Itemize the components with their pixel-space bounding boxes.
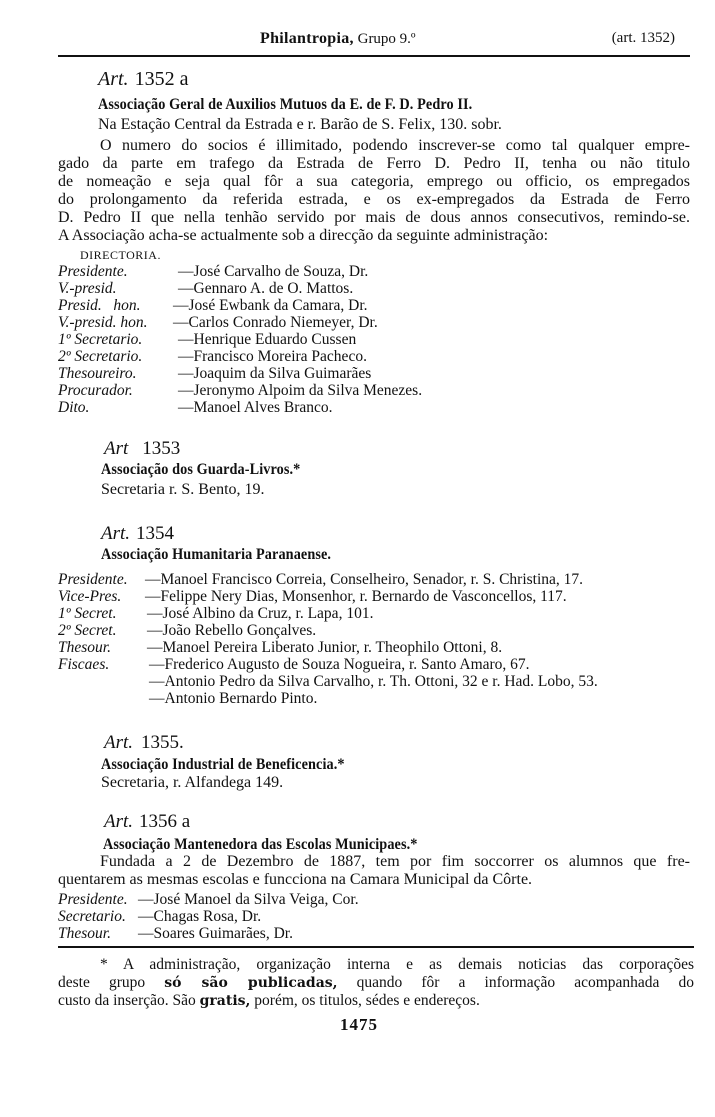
officer-name: —Antonio Bernardo Pinto. — [149, 690, 318, 707]
officer-role: 1º Secret. — [58, 605, 117, 622]
art-number: 1354 — [136, 523, 175, 544]
article-1352-title — [98, 68, 188, 91]
officer-role: Dito. — [58, 399, 90, 416]
article-1353-address: Secretaria r. S. Bento, 19. — [101, 481, 265, 498]
officer-role: Thesour. — [58, 925, 111, 942]
officer-name: —Joaquim da Silva Guimarães — [178, 365, 372, 382]
officer-name: —Manoel Alves Branco. — [178, 399, 333, 416]
article-1355-heading: Associação Industrial de Beneficencia.* — [101, 756, 345, 773]
officer-role: 2º Secret. — [58, 622, 117, 639]
art-number: 1356 a — [139, 811, 191, 832]
board-title: DIRECTORIA. — [80, 248, 161, 262]
officer-name: —Carlos Conrado Niemeyer, Dr. — [173, 314, 378, 331]
art-label: Art. — [104, 732, 134, 753]
article-1355-title — [104, 732, 184, 754]
footnote — [58, 956, 694, 1010]
officer-name: —Soares Guimarães, Dr. — [138, 925, 293, 942]
header-title: Philantropia, — [260, 30, 354, 47]
paragraph-line: quentarem as mesmas escolas e funcciona na Camara Municipal da Côrte. — [58, 871, 533, 888]
officer-role: 2º Secretario. — [58, 348, 143, 365]
officer-role: Thesoureiro. — [58, 365, 137, 382]
art-label: Art — [104, 438, 129, 459]
officer-name: —José Carvalho de Souza, Dr. — [178, 263, 369, 280]
paragraph-line: O numero do socios é illimitado, podendo inscrever-se como tal qualquer empre- — [100, 137, 690, 154]
article-1353-title — [104, 438, 180, 460]
article-1352-heading: Associação Geral de Auxilios Mutuos da E. de F. D. Pedro II. — [98, 96, 473, 113]
officer-role: Presidente. — [58, 263, 128, 280]
article-1355-address: Secretaria, r. Alfandega 149. — [101, 774, 284, 791]
footnote-text: quando fôr a informação acompanhada do — [356, 974, 694, 991]
officer-role: V.-presid. hon. — [58, 314, 148, 331]
paragraph-line: D. Pedro II que nella tenhão servido por mais de dous annos consecutivos, remindo-se. — [58, 209, 690, 226]
officer-role: Presidente. — [58, 571, 128, 588]
officer-name: —Francisco Moreira Pacheco. — [178, 348, 367, 365]
article-1352-address: Na Estação Central da Estrada e r. Barão de S. Felix, 130. sobr. — [98, 116, 502, 133]
article-1354-title — [101, 523, 174, 545]
officer-role: V.-presid. — [58, 280, 117, 297]
officer-name: —Manoel Pereira Liberato Junior, r. Theophilo Ottoni, 8. — [147, 639, 503, 656]
footnote-emphasis: gratis, — [199, 993, 251, 1009]
officer-name: —Manoel Francisco Correia, Conselheiro, Senador, r. S. Christina, 17. — [145, 571, 584, 588]
officer-role: Thesour. — [58, 639, 111, 656]
footnote-rule — [58, 946, 694, 948]
footnote-text: custo da inserção. São — [58, 992, 196, 1009]
header-ref: (art. 1352) — [611, 30, 675, 46]
officer-name: —Henrique Eduardo Cussen — [178, 331, 357, 348]
officer-name: —José Ewbank da Camara, Dr. — [173, 297, 368, 314]
footnote-text: porém, os titulos, sédes e endereços. — [254, 992, 480, 1009]
footnote-text: deste grupo — [58, 974, 146, 991]
header-rule — [58, 55, 690, 57]
article-1354-heading: Associação Humanitaria Paranaense. — [101, 546, 332, 563]
officer-role: Presid. hon. — [58, 297, 141, 314]
footnote-emphasis: só são publicadas, — [164, 975, 338, 991]
paragraph-line: A Associação acha-se actualmente sob a direcção da seguinte administração: — [58, 227, 549, 244]
header-group: Grupo 9.º — [357, 31, 416, 47]
art-label: Art. — [101, 523, 131, 544]
officer-name: —Frederico Augusto de Souza Nogueira, r. Santo Amaro, 67. — [149, 656, 530, 673]
officer-name: —João Rebello Gonçalves. — [147, 622, 317, 639]
officer-name: —Gennaro A. de O. Mattos. — [178, 280, 354, 297]
article-1352-paragraph — [58, 137, 690, 245]
paragraph-line: de nomeação e seja qual fôr a sua categoria, emprego ou officio, os empregados — [58, 173, 690, 190]
article-1356-heading: Associação Mantenedora das Escolas Municipaes.* — [103, 836, 418, 853]
officer-name: —José Manoel da Silva Veiga, Cor. — [138, 891, 359, 908]
officer-name: —Chagas Rosa, Dr. — [138, 908, 262, 925]
officer-name: —José Albino da Cruz, r. Lapa, 101. — [147, 605, 374, 622]
officer-role: 1º Secretario. — [58, 331, 143, 348]
footnote-line — [58, 974, 694, 992]
art-label: Art. — [98, 68, 129, 90]
footnote-line: * A administração, organização interna e as demais noticias das corporações — [100, 956, 694, 973]
officer-role: Presidente. — [58, 891, 128, 908]
paragraph-line: gado da parte em trafego da Estrada de Ferro D. Pedro II, tenha ou não titulo — [58, 155, 690, 172]
art-label: Art. — [104, 811, 134, 832]
officer-role: Secretario. — [58, 908, 126, 925]
paragraph-line: do prolongamento da referida estrada, e os ex-empregados da Estrada de Ferro — [58, 191, 690, 208]
officer-role: Procurador. — [58, 382, 133, 399]
running-header — [60, 30, 675, 52]
art-number: 1352 a — [134, 68, 189, 90]
footnote-line — [58, 992, 694, 1010]
officer-role: Fiscaes. — [58, 656, 110, 673]
officer-name: —Jeronymo Alpoim da Silva Menezes. — [178, 382, 423, 399]
officer-name: —Felippe Nery Dias, Monsenhor, r. Bernardo de Vasconcellos, 117. — [145, 588, 567, 605]
article-1356-paragraph — [58, 853, 690, 889]
art-number: 1353 — [142, 438, 181, 459]
article-1353-heading: Associação dos Guarda-Livros.* — [101, 461, 301, 478]
officer-name: —Antonio Pedro da Silva Carvalho, r. Th. Ottoni, 32 e r. Had. Lobo, 53. — [149, 673, 598, 690]
page-number: 1475 — [340, 1015, 378, 1034]
officer-role: Vice-Pres. — [58, 588, 122, 605]
paragraph-line: Fundada a 2 de Dezembro de 1887, tem por fim soccorrer os alumnos que fre- — [100, 853, 690, 870]
art-number: 1355. — [141, 732, 184, 753]
article-1356-title — [104, 811, 190, 833]
